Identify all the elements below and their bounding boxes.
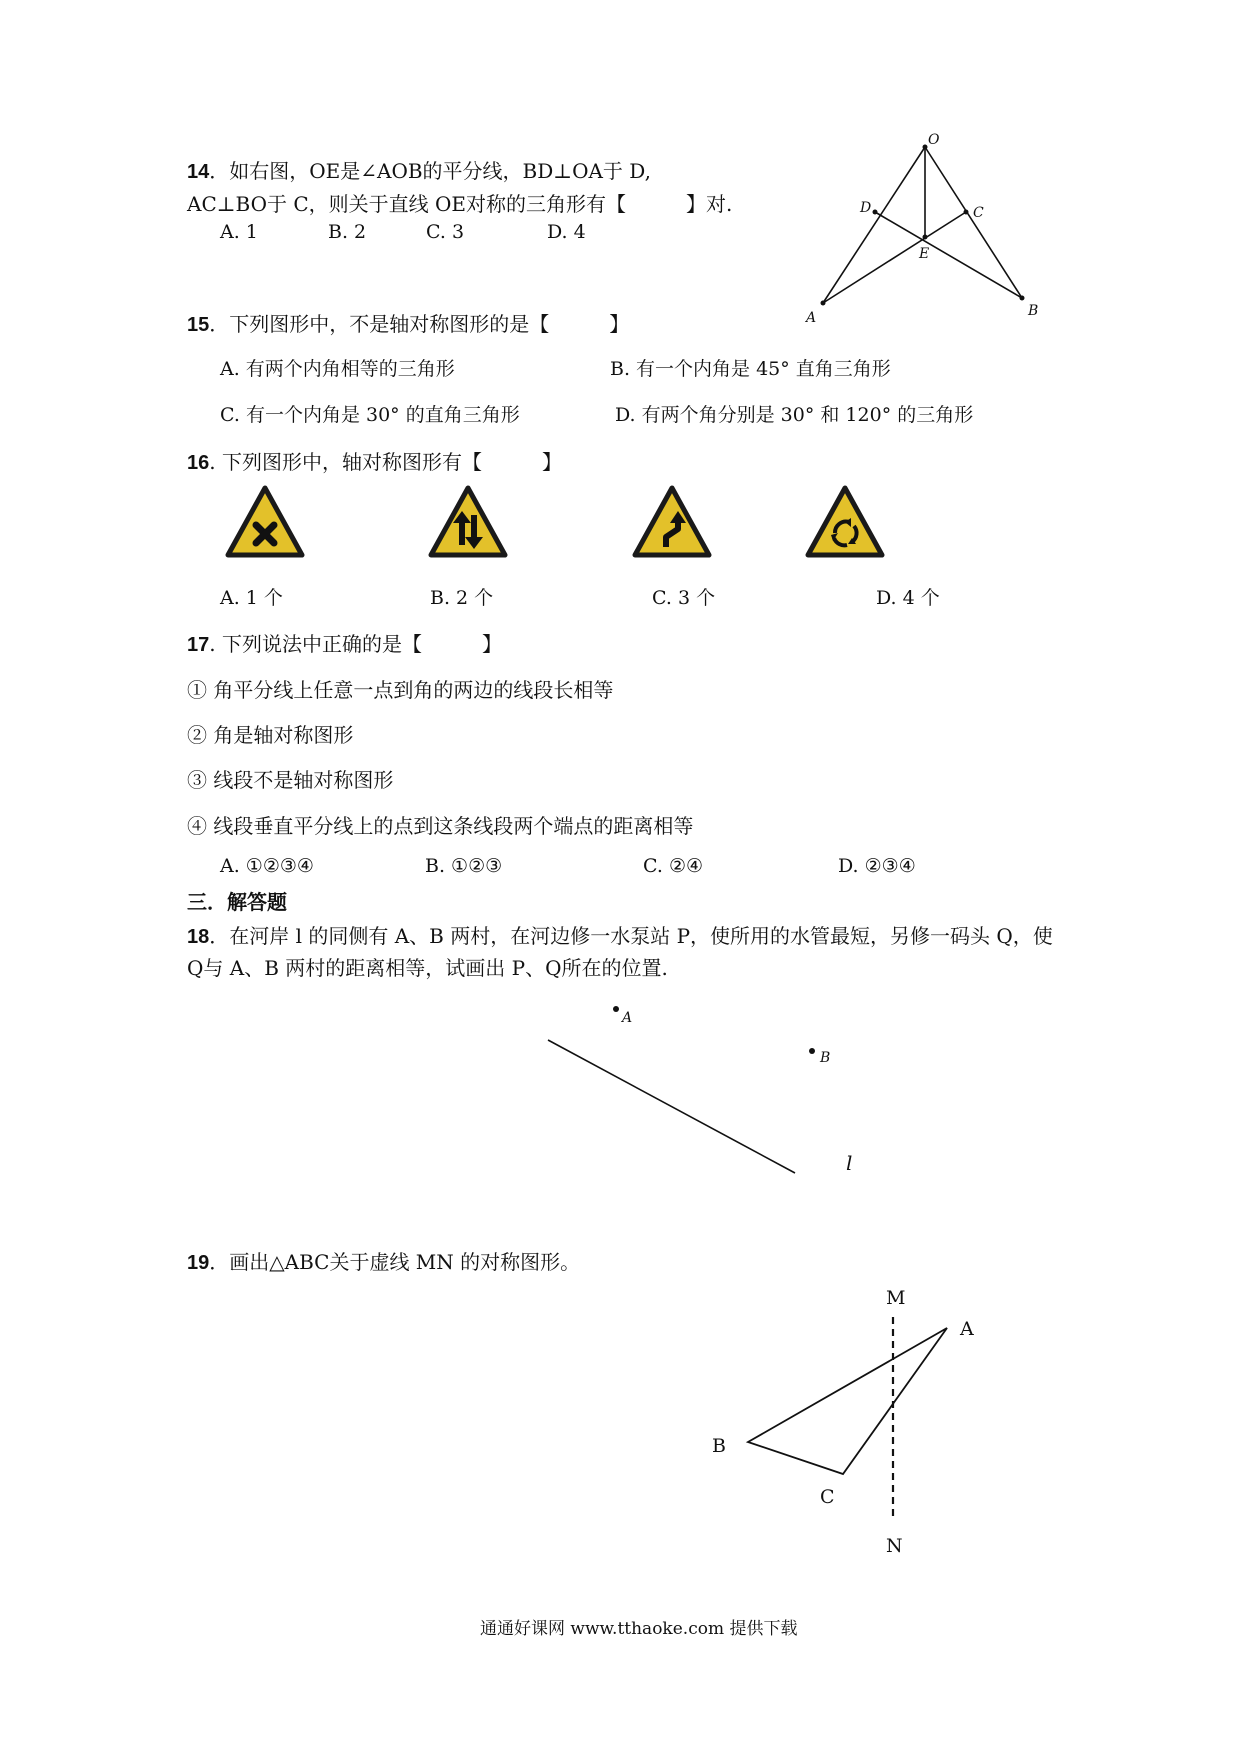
q18-point-b xyxy=(809,1048,815,1054)
q17-stem xyxy=(187,628,502,657)
q14-text: ．如右图，OE是∠AOB的平分线，BD⊥OA于 D, xyxy=(209,159,651,183)
q16-sign-double-bend xyxy=(632,485,712,559)
q19-number: 19 xyxy=(187,1252,210,1274)
q18-label-b: B xyxy=(820,1050,831,1066)
q15-option-c: C. 有一个内角是 30° 的直角三角形 xyxy=(220,404,520,426)
q14-segment-ac xyxy=(823,212,966,303)
q17-statement-4: ④ 线段垂直平分线上的点到这条线段两个端点的距离相等 xyxy=(187,814,694,838)
footer-text: 通通好课网 www.tthaoke.com 提供下载 xyxy=(480,1619,798,1639)
q16-number: 16 xyxy=(187,452,210,474)
q14-option-c: C. 3 xyxy=(426,221,465,243)
q17-option-a: A. ①②③④ xyxy=(220,855,314,877)
q14-figure xyxy=(790,130,1050,330)
q19-triangle-abc xyxy=(748,1328,947,1474)
q18-text: ．在河岸 l 的同侧有 A、B 两村，在河边修一水泵站 P，使所用的水管最短，另修一码头 Q，使 xyxy=(209,924,1053,948)
q14-label-c: C xyxy=(973,205,984,221)
q19-figure xyxy=(690,1270,1010,1570)
q17-option-d: D. ②③④ xyxy=(838,855,916,877)
q19-text: ．画出△ABC关于虚线 MN 的对称图形。 xyxy=(209,1250,581,1274)
q17-statement-1: ① 角平分线上任意一点到角的两边的线段长相等 xyxy=(187,678,614,702)
q14-label-o: O xyxy=(928,132,940,148)
q18-number: 18 xyxy=(187,926,210,948)
q14-label-d: D xyxy=(860,200,872,216)
q19-label-b: B xyxy=(712,1435,726,1457)
q14-line1 xyxy=(187,155,651,184)
q19-label-n: N xyxy=(886,1535,903,1557)
q18-figure xyxy=(520,990,880,1190)
q16-option-a: A. 1 个 xyxy=(220,587,283,609)
q16-stem xyxy=(187,446,562,475)
q15-number: 15 xyxy=(187,314,210,336)
q15-option-d: D. 有两个角分别是 30° 和 120° 的三角形 xyxy=(615,404,974,426)
q15-option-a: A. 有两个内角相等的三角形 xyxy=(220,358,455,380)
q19-label-c: C xyxy=(820,1486,835,1508)
q16-text: . 下列图形中，轴对称图形有【 】 xyxy=(209,450,562,474)
q18-river-line-l xyxy=(548,1040,795,1173)
q14-number: 14 xyxy=(187,161,210,183)
q14-label-b: B xyxy=(1028,303,1039,319)
q19-label-m: M xyxy=(886,1287,906,1309)
q16-sign-cross xyxy=(225,485,305,559)
q14-option-a: A. 1 xyxy=(220,221,258,243)
q18-label-l: l xyxy=(846,1151,853,1175)
q18-line1 xyxy=(187,920,1053,949)
q16-sign-roundabout xyxy=(805,485,885,559)
q17-option-b: B. ①②③ xyxy=(425,855,503,877)
q16-option-c: C. 3 个 xyxy=(652,587,716,609)
q16-option-b: B. 2 个 xyxy=(430,587,494,609)
q18-point-a xyxy=(613,1006,619,1012)
q18-line2: Q与 A、B 两村的距离相等，试画出 P、Q所在的位置. xyxy=(187,956,668,980)
q17-text: . 下列说法中正确的是【 】 xyxy=(209,632,502,656)
q15-option-b: B. 有一个内角是 45° 直角三角形 xyxy=(610,358,891,380)
q14-label-a: A xyxy=(806,310,817,326)
q15-stem xyxy=(187,308,629,337)
q14-segment-oa xyxy=(823,147,925,303)
q14-option-d: D. 4 xyxy=(547,221,586,243)
q19-label-a: A xyxy=(960,1318,974,1340)
q14-line2: AC⊥BO于 C，则关于直线 OE对称的三角形有【 】对. xyxy=(187,192,733,216)
q19-stem xyxy=(187,1246,580,1275)
q17-number: 17 xyxy=(187,634,210,656)
q17-option-c: C. ②④ xyxy=(643,855,704,877)
q16-option-d: D. 4 个 xyxy=(876,587,940,609)
q17-statement-2: ② 角是轴对称图形 xyxy=(187,723,354,747)
q14-segment-ob xyxy=(925,147,1022,298)
q15-text: ．下列图形中，不是轴对称图形的是【 】 xyxy=(209,312,630,336)
q14-label-e: E xyxy=(919,246,930,262)
q17-statement-3: ③ 线段不是轴对称图形 xyxy=(187,768,394,792)
q16-sign-two-way xyxy=(428,485,508,559)
q18-label-a: A xyxy=(622,1010,633,1026)
section-3-title: 三．解答题 xyxy=(187,890,287,914)
q14-option-b: B. 2 xyxy=(328,221,367,243)
